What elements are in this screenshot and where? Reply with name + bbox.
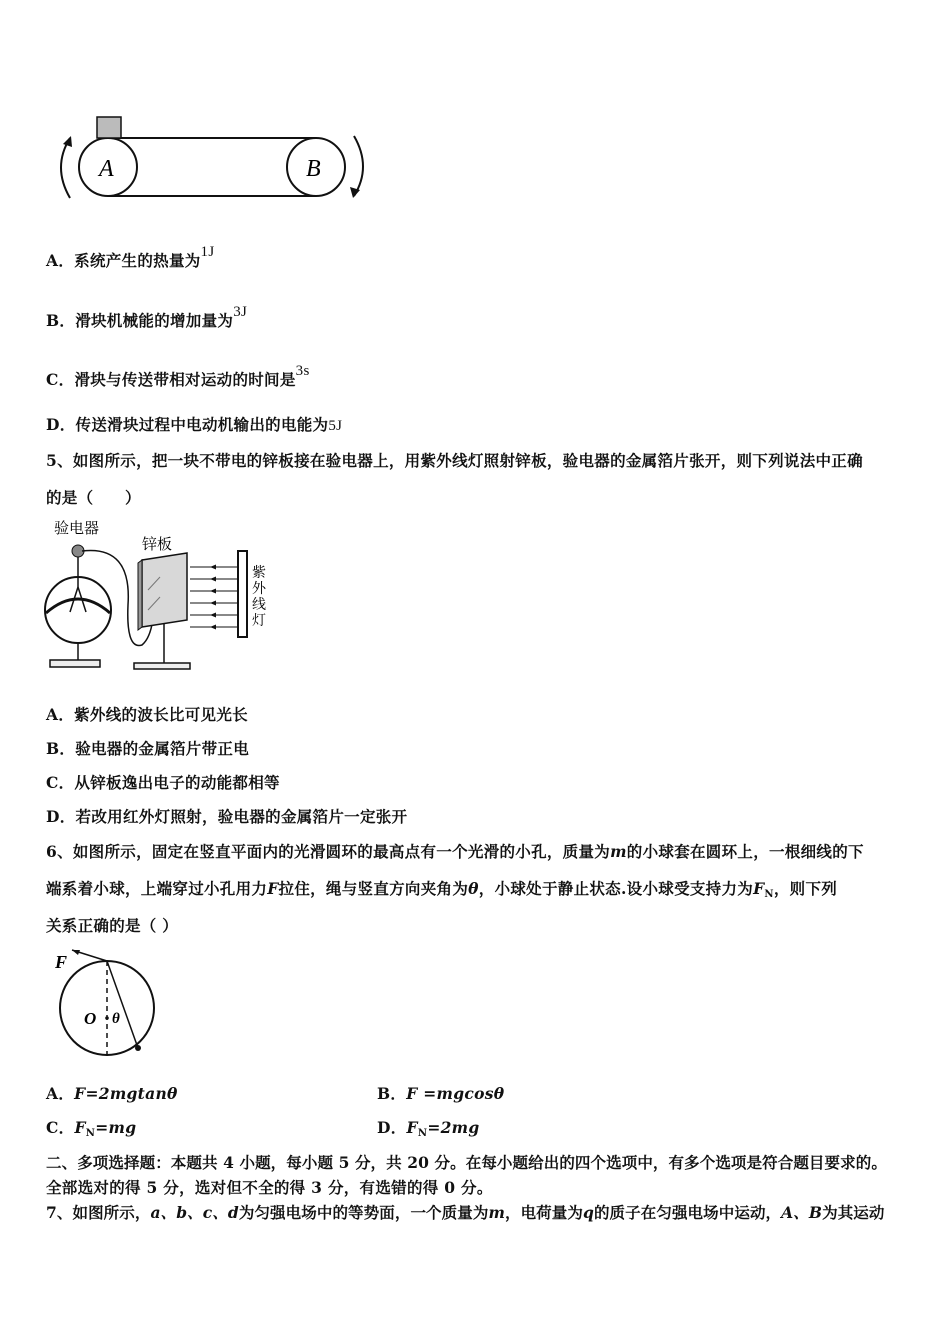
uv-lamp-label-3: 线 [252,598,266,613]
q5-option-b: B．验电器的金属箔片带正电 [46,739,250,758]
q5-stem-line1: 5、如图所示，把一块不带电的锌板接在验电器上，用紫外线灯照射锌板，验电器的金属箔片张开，则下列说法中正确 [46,451,863,470]
electroscope-stand [50,643,100,667]
angle-label-theta: θ [112,1011,120,1027]
q4-option-a: A．系统产生的热量为1J [46,244,215,270]
q7-stem-line1: 7、如图所示，a、b、c、d为匀强电场中的等势面，一个质量为m，电荷量为q的质子在匀强电场中运动，A、B为其运动 [46,1203,885,1222]
q6-option-c: C．FN=mg [46,1118,137,1139]
q6-option-a: A．F=2mgtanθ [46,1084,178,1103]
q4-option-d-value: 5J [328,418,343,434]
q6-stem-line3: 关系正确的是（ ） [46,916,179,935]
center-label-o: O [84,1009,97,1028]
plate-stand [134,623,190,669]
electroscope-figure [42,515,282,675]
q4-option-a-value: 1J [200,244,215,260]
q4-option-d: D．传送滑块过程中电动机输出的电能为5J [46,415,343,434]
q4-option-c-value: 3s [295,363,310,379]
q6-option-b: B．F =mgcosθ [377,1084,505,1103]
rotation-arrow-left [61,138,70,198]
electroscope-label: 验电器 [54,521,100,537]
q5-stem-line2: 的是（ ） [46,488,141,507]
uv-lamp-label-1: 紫 [252,566,266,581]
conveyor-belt-figure [50,110,380,210]
q6-stem-line2: 端系着小球，上端穿过小孔用力F拉住，绳与竖直方向夹角为θ，小球处于静止状态.设小球受支持力为FN，则下列 [46,879,838,900]
slider-block [97,117,121,138]
q4-option-b: B．滑块机械能的增加量为3J [46,304,248,330]
section2-heading-line2: 全部选对的得 5 分，选对但不全的得 3 分，有选错的得 0 分。 [46,1178,493,1197]
zinc-plate-edge [138,560,142,630]
rotation-arrow-right [354,136,363,196]
q5-option-c: C．从锌板逸出电子的动能都相等 [46,773,280,792]
q4-option-b-value: 3J [233,304,248,320]
pulley-a-label: A [99,156,114,182]
q4-option-c: C．滑块与传送带相对运动的时间是3s [46,363,310,389]
q6-stem-line1: 6、如图所示，固定在竖直平面内的光滑圆环的最高点有一个光滑的小孔，质量为m的小球套在圆环上，一根细线的下 [46,842,864,861]
uv-ray-arrowheads [210,565,216,630]
pulley-b-label: B [306,156,321,182]
uv-rays [190,567,237,627]
small-ball [135,1045,141,1051]
q5-option-d: D．若改用红外灯照射，验电器的金属箔片一定张开 [46,807,408,826]
arrowhead-left [63,136,72,147]
uv-lamp [238,551,247,637]
zinc-plate [142,553,187,627]
q5-option-a: A．紫外线的波长比可见光长 [46,705,248,724]
force-label-f: F [55,952,68,972]
q6-option-d: D．FN=2mg [377,1118,480,1139]
zinc-plate-label: 锌板 [142,537,173,553]
section2-heading-line1: 二、多项选择题：本题共 4 小题，每小题 5 分，共 20 分。在每小题给出的四个选项中，有多个选项是符合题目要求的。 [46,1153,887,1172]
uv-lamp-label-2: 外 [252,582,266,597]
uv-lamp-label-4: 灯 [252,614,266,629]
force-arrowhead [72,950,80,955]
center-point [105,1016,109,1020]
electroscope-stand-arc [46,599,110,613]
ring-figure [50,948,165,1068]
string-line [107,961,138,1048]
